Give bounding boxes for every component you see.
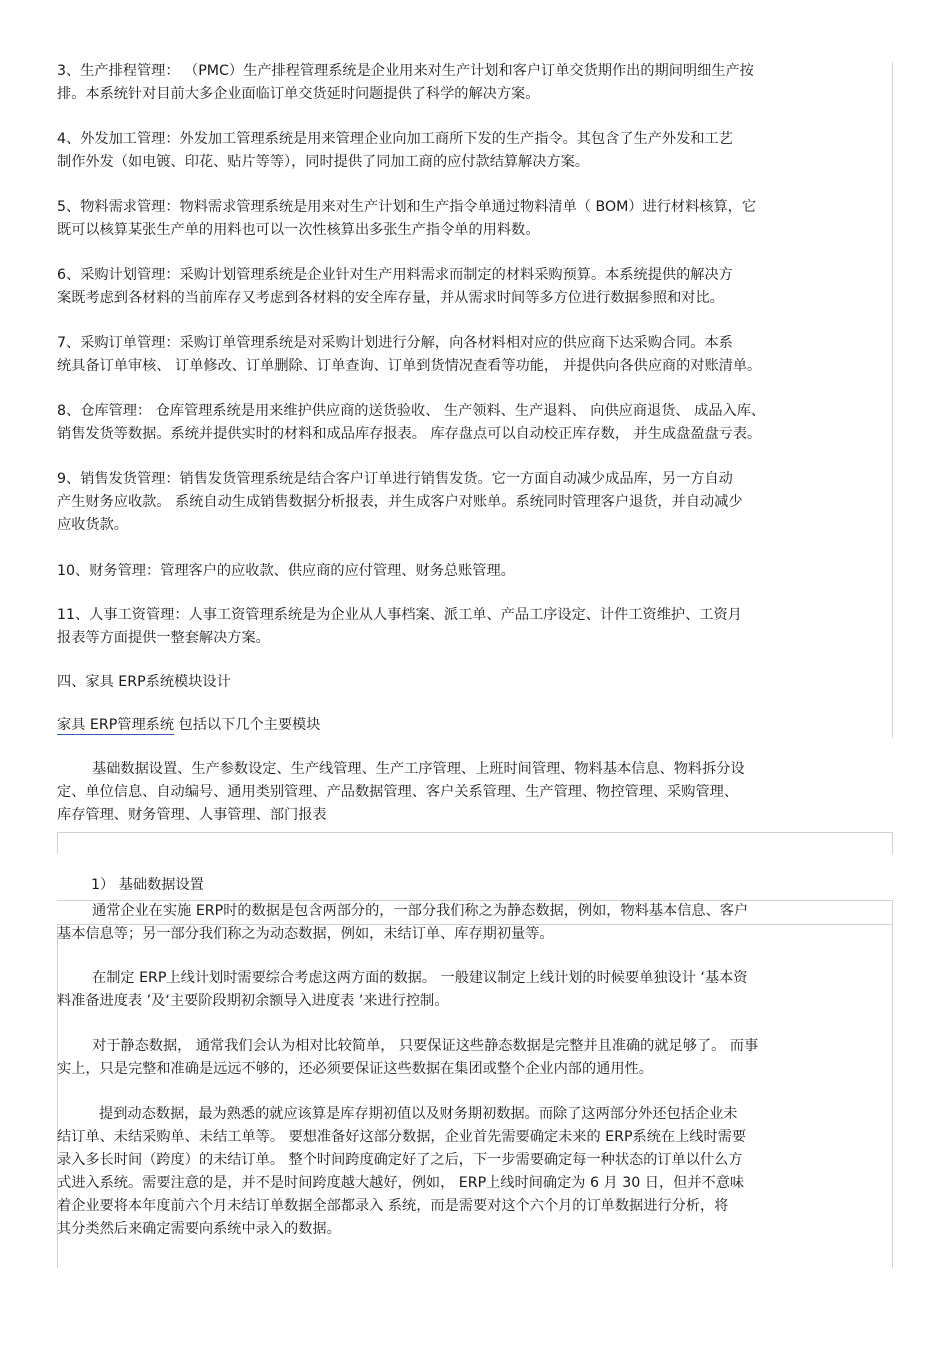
paragraph-line: 通常企业在实施 ERP时的数据是包含两部分的，一部分我们称之为静态数据，例如，物料基本信息、客户 [92,903,749,919]
paragraph-line: 式进入系统。需要注意的是，并不是时间跨度越大越好，例如， ERP上线时间确定为 6 月 30 日，但并不意味 [57,1175,745,1191]
module-list-line: 定、单位信息、自动编号、通用类别管理、产品数据管理、客户关系管理、生产管理、物控管理、采购管理、 [57,784,739,800]
item-line: 销售发货等数据。系统并提供实时的材料和成品库存报表。 库存盘点可以自动校正库存数， 并生成盘盈盘亏表。 [57,426,762,442]
item-4-outsourcing [57,128,889,174]
item-8-warehouse [57,400,889,446]
item-line: 11、人事工资管理：人事工资管理系统是为企业从人事档案、派工单、产品工序设定、计件工资维护、工资月 [57,607,742,623]
paragraph-line: 基本信息等；另一部分我们称之为动态数据，例如，未结订单、库存期初量等。 [57,926,554,942]
right-border-line-lower [892,900,893,1268]
item-line: 6、采购计划管理：采购计划管理系统是企业针对生产用料需求而制定的材料采购预算。本系统提供的解决方 [57,267,733,283]
item-3-production-scheduling [57,60,889,106]
paragraph-dynamic-data [57,1103,889,1241]
item-10-finance [57,560,889,583]
item-line: 9、销售发货管理：销售发货管理系统是结合客户订单进行销售发货。它一方面自动减少成品库，另一方自动 [57,471,733,487]
module-intro-rest: 包括以下几个主要模块 [174,717,321,733]
item-line: 应收货款。 [57,517,128,533]
paragraph-static-dynamic-data [57,900,889,946]
item-line: 8、仓库管理： 仓库管理系统是用来维护供应商的送货验收、 生产领料、生产退料、 向供应商退货、 成品入库、 [57,403,766,419]
item-6-purchase-plan [57,264,889,310]
item-line: 7、采购订单管理：采购订单管理系统是对采购计划进行分解，向各材料相对应的供应商下达采购合同。本系 [57,335,733,351]
item-line: 4、外发加工管理：外发加工管理系统是用来管理企业向加工商所下发的生产指令。其包含了生产外发和工艺 [57,131,733,147]
item-line: 制作外发（如电镀、印花、贴片等等），同时提供了同加工商的应付款结算解决方案。 [57,154,590,170]
item-7-purchase-order [57,332,889,378]
subsection-title: 1） 基础数据设置 [91,877,204,893]
paragraph-line: 结订单、未结采购单、未结工单等。 要想准备好这部分数据，企业首先需要确定未来的 ERP系统在上线时需要 [57,1129,747,1145]
paragraph-line: 其分类然后来确定需要向系统中录入的数据。 [57,1221,341,1237]
paragraph-launch-plan [57,967,889,1013]
module-list-line: 库存管理、财务管理、人事管理、部门报表 [57,807,327,823]
paragraph-line: 在制定 ERP上线计划时需要综合考虑这两方面的数据。 一般建议制定上线计划的时候要单独设计 ‘基本资 [92,970,748,986]
paragraph-static-data [57,1035,889,1081]
item-line: 3、生产排程管理： （PMC）生产排程管理系统是企业用来对生产计划和客户订单交货期作出的期间明细生产按 [57,63,754,79]
module-intro [57,714,320,737]
item-line: 报表等方面提供一整套解决方案。 [57,630,270,646]
item-line: 案既考虑到各材料的当前库存又考虑到各材料的安全库存量，并从需求时间等多方位进行数据参照和对比。 [57,290,724,306]
paragraph-line: 着企业要将本年度前六个月未结订单数据全部都录入 系统，而是需要对这个六个月的订单数据进行分析，将 [57,1198,729,1214]
item-line: 10、财务管理：管理客户的应收款、供应商的应付管理、财务总账管理。 [57,563,515,579]
paragraph-line: 料准备进度表 ’及‘主要阶段期初余额导入进度表 ’来进行控制。 [57,993,449,1009]
item-line: 排。本系统针对目前大多企业面临订单交货延时问题提供了科学的解决方案。 [57,86,540,102]
right-border-line-upper [892,62,893,738]
item-line: 产生财务应收款。 系统自动生成销售数据分析报表，并生成客户对账单。系统同时管理客户退货，并自动减少 [57,494,743,510]
erp-system-link[interactable]: 家具 ERP管理系统 [57,717,175,733]
left-border-line-mid [57,832,58,854]
item-line: 5、物料需求管理：物料需求管理系统是用来对生产计划和生产指令单通过物料清单（ BOM）进行材料核算，它 [57,199,757,215]
item-9-sales-shipping [57,468,889,537]
paragraph-line: 录入多长时间（跨度）的未结订单。 整个时间跨度确定好了之后，下一步需要确定每一种状态的订单以什么方 [57,1152,743,1168]
module-list [57,758,889,827]
divider-line-upper [57,832,893,833]
right-border-line-mid [892,832,893,854]
section-heading [57,671,889,694]
paragraph-line: 实上，只是完整和准确是远远不够的，还必须要保证这些数据在集团或整个企业内部的通用性。 [57,1061,653,1077]
item-line: 统具备订单审核、 订单修改、订单删除、订单查询、订单到货情况查看等功能， 并提供向各供应商的对账清单。 [57,358,762,374]
item-11-hr-payroll [57,604,889,650]
item-5-material-requirement [57,196,889,242]
paragraph-line: 对于静态数据， 通常我们会认为相对比较简单， 只要保证这些静态数据是完整并且准确的就足够了。 而事 [92,1038,759,1054]
paragraph-line: 提到动态数据，最为熟悉的就应该算是库存期初值以及财务期初数据。而除了这两部分外还包括企业未 [99,1106,738,1122]
item-line: 既可以核算某张生产单的用料也可以一次性核算出多张生产指令单的用料数。 [57,222,540,238]
section-heading-text: 四、家具 ERP系统模块设计 [57,674,231,690]
module-list-line: 基础数据设置、生产参数设定、生产线管理、生产工序管理、上班时间管理、物料基本信息、物料拆分设 [92,761,745,777]
